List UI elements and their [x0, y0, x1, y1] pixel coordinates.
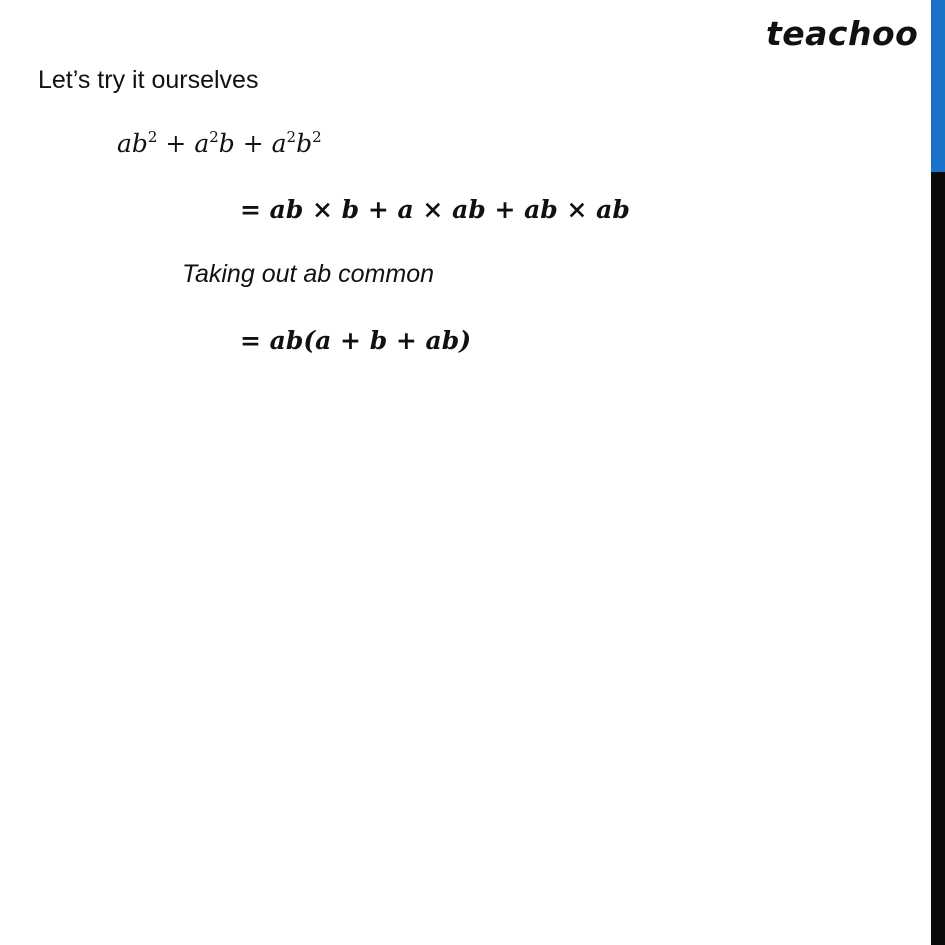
exponent-2: 2	[209, 128, 219, 146]
term-3b: b	[296, 129, 313, 158]
exponent-3: 2	[286, 128, 297, 146]
term-2: a	[194, 129, 210, 158]
note-text: Taking out ab common	[182, 260, 435, 288]
exponent-4: 2	[312, 128, 322, 146]
result-step-text: = ab(a + b + ab)	[240, 326, 472, 355]
side-bar	[931, 0, 945, 945]
exponent-1: 2	[147, 128, 158, 146]
plus-1: +	[157, 129, 195, 158]
plus-2: +	[234, 129, 272, 158]
term-2b: b	[218, 129, 235, 158]
expanded-step	[240, 195, 630, 224]
teachoo-logo: teachoo	[766, 14, 919, 53]
expression	[117, 128, 322, 158]
side-bar-accent	[931, 0, 945, 172]
result-step	[240, 326, 471, 355]
expanded-step-text: = ab × b + a × ab + ab × ab	[240, 195, 630, 224]
heading: Let’s try it ourselves	[38, 66, 259, 94]
term-3: a	[271, 129, 287, 158]
term-1: ab	[117, 129, 148, 158]
